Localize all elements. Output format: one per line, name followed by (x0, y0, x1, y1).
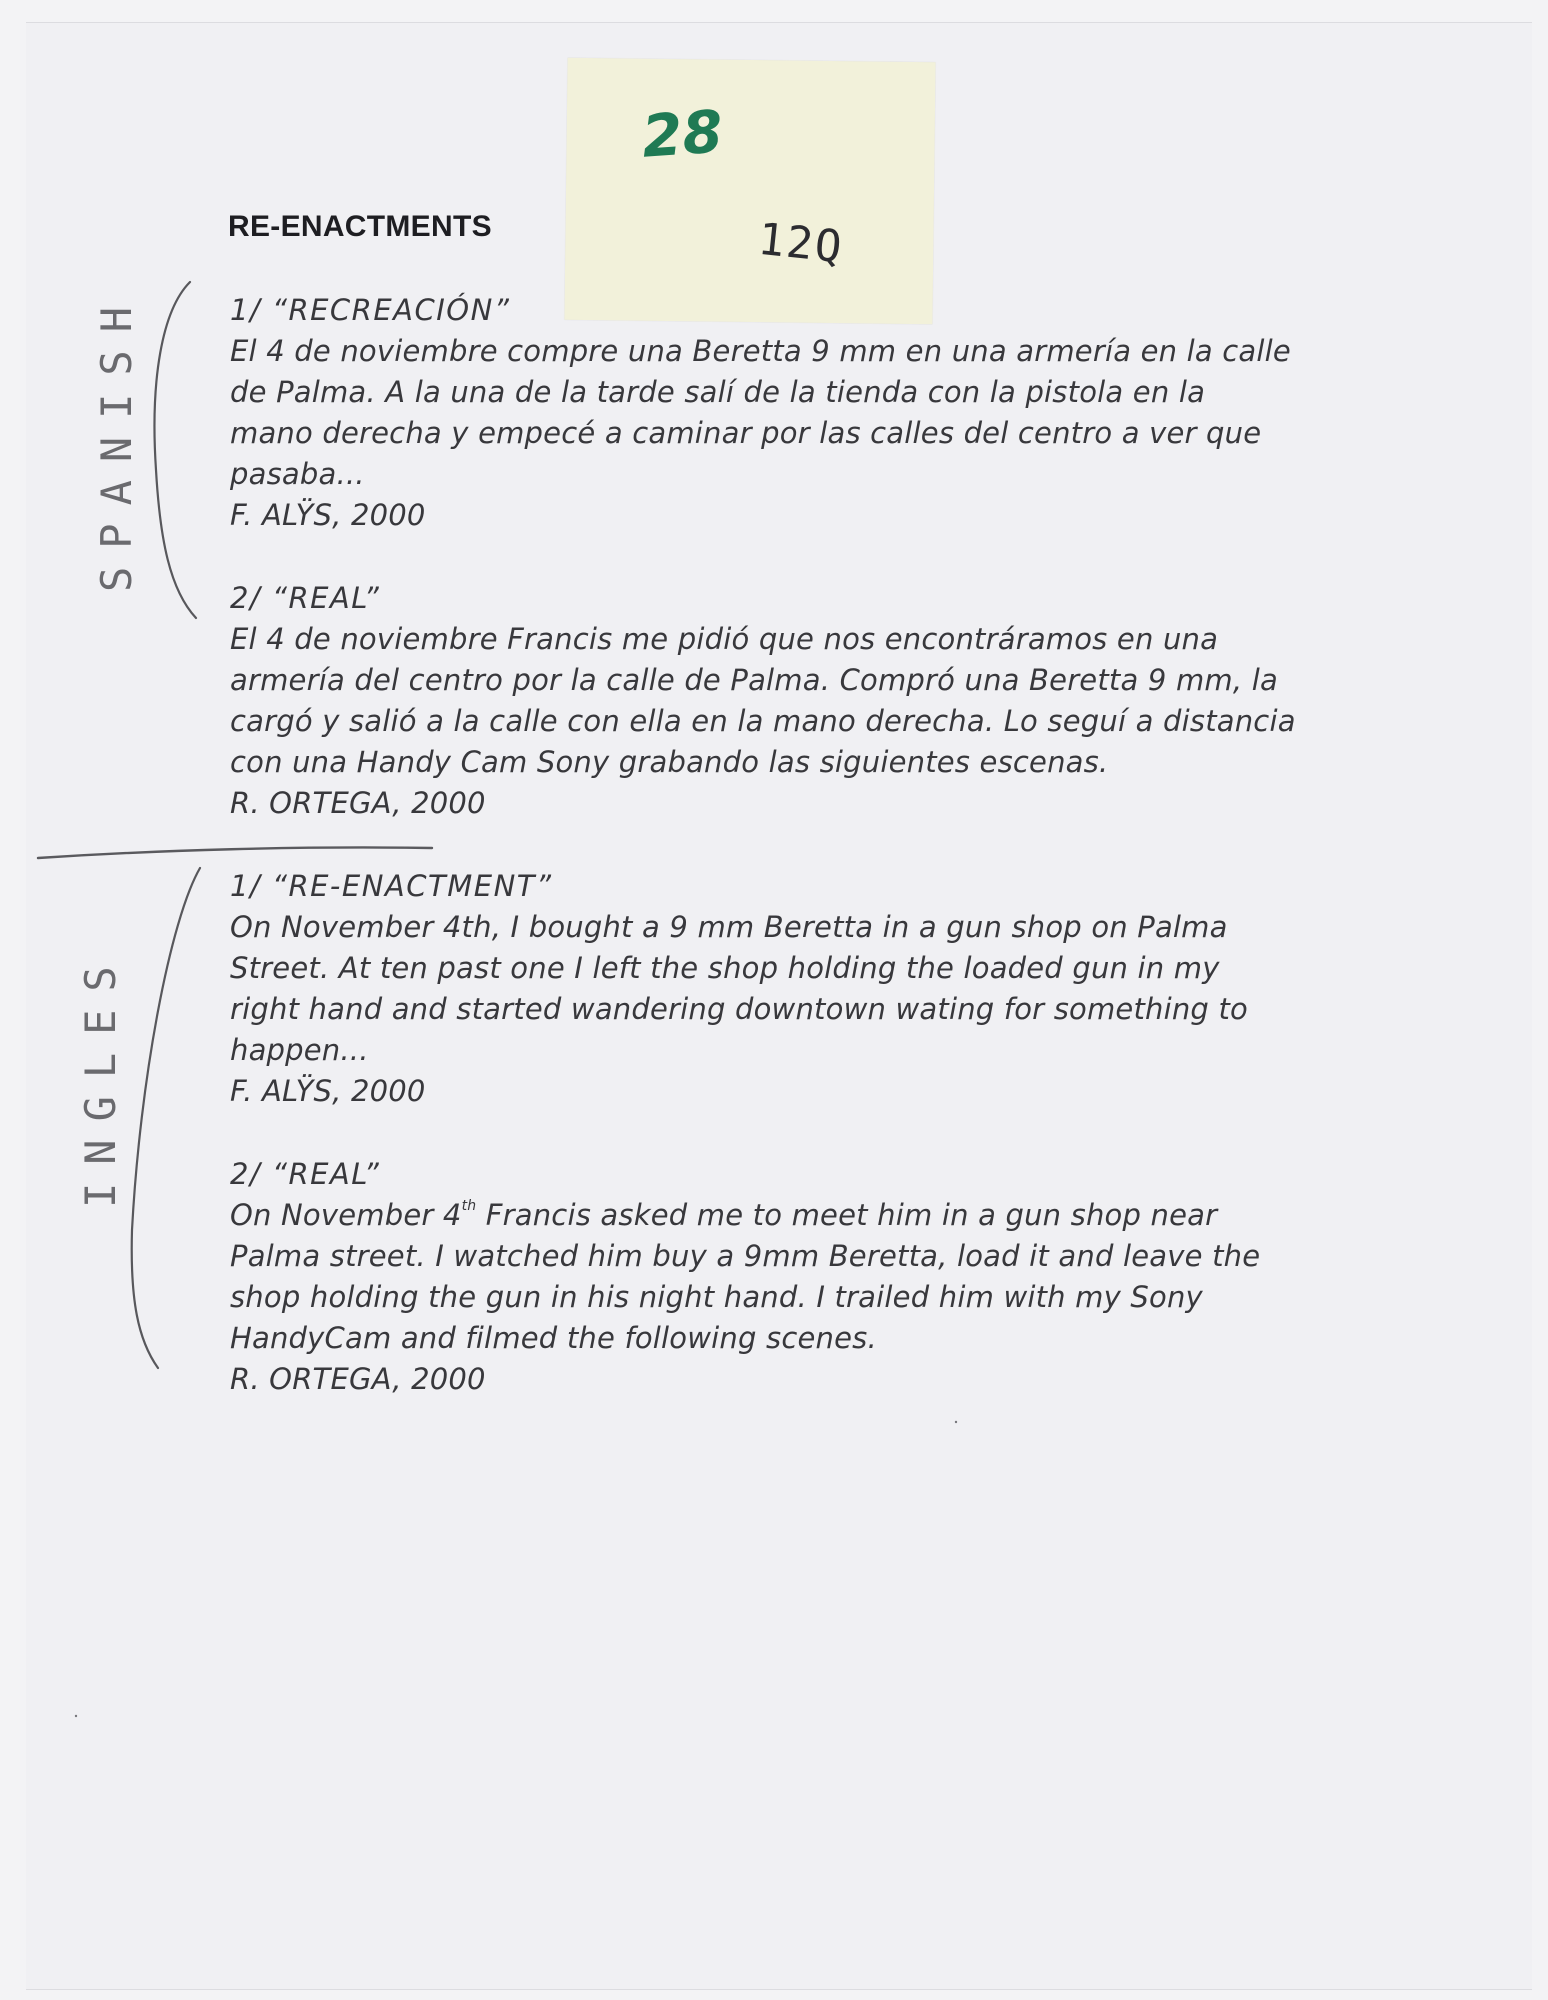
text-line: Palma street. I watched him buy a 9mm Beretta, load it and leave the (230, 1239, 1261, 1273)
superscript: th (461, 1198, 477, 1215)
text-line: cargó y salió a la calle con ella en la mano derecha. Lo seguí a distancia (230, 704, 1296, 738)
document-title: RE-ENACTMENTS (228, 210, 492, 243)
margin-note-ingles: INGLES (76, 948, 125, 1208)
text-line: El 4 de noviembre Francis me pidió que nos encontráramos en una (230, 622, 1219, 656)
spanish-recreacion-section (230, 290, 1360, 536)
english-real-section (230, 1154, 1360, 1400)
signature: F. ALŸS, 2000 (230, 1074, 426, 1108)
text-fragment: Francis asked me to meet him in a gun shop near (476, 1198, 1218, 1232)
english-reenactment-section (230, 866, 1360, 1112)
section-heading: 2/ “REAL” (230, 581, 381, 615)
text-line: happen... (230, 1033, 369, 1067)
text-line: armería del centro por la calle de Palma. Compró una Beretta 9 mm, la (230, 663, 1278, 697)
sticky-note (564, 58, 935, 324)
text-line: de Palma. A la una de la tarde salí de la tienda con la pistola en la (230, 375, 1206, 409)
text-line: pasaba... (230, 457, 365, 491)
sticky-note-number: 28 (639, 97, 725, 171)
margin-note-spanish: SPANISH (92, 288, 141, 592)
text-line: El 4 de noviembre compre una Beretta 9 mm en una armería en la calle (230, 334, 1291, 368)
sticky-note-code: 12Q (755, 213, 846, 274)
signature: R. ORTEGA, 2000 (230, 1362, 486, 1396)
section-heading: 1/ “RECREACIÓN” (230, 293, 511, 327)
text-fragment: On November 4 (230, 1198, 462, 1232)
text-line: right hand and started wandering downtown wating for something to (230, 992, 1248, 1026)
spanish-real-section (230, 578, 1360, 824)
section-heading: 2/ “REAL” (230, 1157, 381, 1191)
text-line-with-superscript (230, 1195, 1360, 1236)
signature: F. ALŸS, 2000 (230, 498, 426, 532)
text-line: On November 4th, I bought a 9 mm Beretta in a gun shop on Palma (230, 910, 1228, 944)
text-line: con una Handy Cam Sony grabando las siguientes escenas. (230, 745, 1109, 779)
section-heading: 1/ “RE-ENACTMENT” (230, 869, 553, 903)
text-line: mano derecha y empecé a caminar por las calles del centro a ver que (230, 416, 1262, 450)
text-line: HandyCam and filmed the following scenes. (230, 1321, 877, 1355)
text-line: Street. At ten past one I left the shop holding the loaded gun in my (230, 951, 1220, 985)
signature: R. ORTEGA, 2000 (230, 786, 486, 820)
text-line: shop holding the gun in his night hand. I trailed him with my Sony (230, 1280, 1203, 1314)
